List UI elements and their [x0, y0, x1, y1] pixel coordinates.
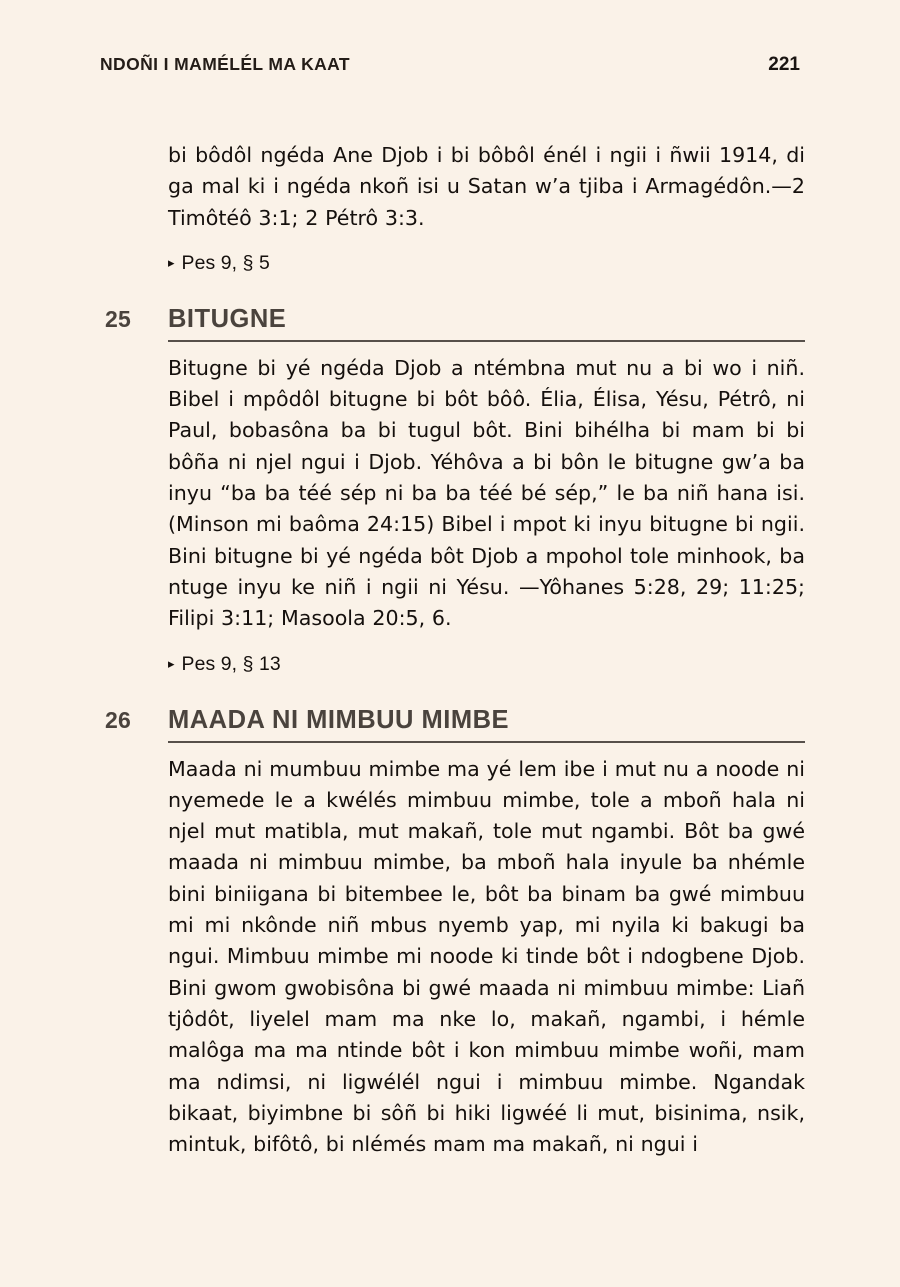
section-heading-wrap: [168, 703, 805, 743]
section-26: [105, 677, 805, 1161]
section-paragraph: Maada ni mumbuu mimbe ma yé lem ibe i mut nu a noode ni nyemede le a kwélés mimbuu mimbe, tole a mboñ hala ni njel mut matibla, mut makañ, tole mut ngambi. Bôt ba gwé maada ni mimbuu mimbe, ba mboñ hala inyule ba nhémle bini biniigana bi bitembee le, bôt ba binam ba gwé mimbuu mi mi nkônde niñ mbus nyemb yap, mi nyila ki bakugi ba ngui. Mimbuu mimbe mi noode ki tinde bôt i ndogbene Djob. Bini gwom gwobisôna bi gwé maada ni mimbuu mimbe: Liañ tjôdôt, liyelel mam ma nke lo, makañ, ngambi, i hémle malôga ma ma ntinde bôt i kon mimbuu mimbe woñi, mam ma ndimsi, ni ligwélél ngui i mimbuu mimbe. Ngandak bikaat, biyimbne bi sôñ bi hiki ligwéé li mut, bisinima, nsik, mintuk, bifôtô, bi nlémés mam ma makañ, ni ngui i: [168, 756, 805, 1157]
section-heading-wrap: [168, 302, 805, 342]
section-number: 25: [105, 305, 131, 332]
continued-paragraph-block: [168, 140, 805, 234]
section-25: [105, 276, 805, 635]
page-number: 221: [768, 54, 800, 75]
running-head: [100, 54, 800, 76]
section-body-block: [168, 743, 805, 1161]
section-title: MAADA NI MIMBUU MIMBE: [168, 705, 510, 734]
cross-reference-item[interactable]: [168, 635, 805, 677]
page-content: [105, 140, 805, 1160]
triangle-bullet-icon: ▸: [168, 255, 175, 271]
section-body-block: [168, 342, 805, 635]
cross-reference-label: Pes 9, § 13: [181, 652, 281, 675]
continued-paragraph: bi bôdôl ngéda Ane Djob i bi bôbôl énél i ngii i ñwii 1914, di ga mal ki i ngéda nkoñ isi u Satan w’a tjiba i Armagédôn.—2 Timôtéô 3:1; 2 Pétrô 3:3.: [168, 143, 805, 230]
section-number: 26: [105, 706, 131, 733]
section-heading-row: [105, 703, 805, 743]
running-head-title: NDOÑI I MAMÉLÉL MA KAAT: [100, 54, 350, 74]
section-divider: [168, 741, 805, 743]
cross-reference-item[interactable]: [168, 234, 805, 276]
cross-reference-label: Pes 9, § 5: [181, 251, 270, 274]
section-heading-row: [105, 302, 805, 342]
section-paragraph: Bitugne bi yé ngéda Djob a ntémbna mut nu a bi wo i niñ. Bibel i mpôdôl bitugne bi bôt bôô. Élia, Élisa, Yésu, Pétrô, ni Paul, bobasôna ba bi tugul bôt. Bini bihélha bi mam bi bi bôña ni njel ngui i Djob. Yéhôva a bi bôn le bitugne gw’a ba inyu “ba ba téé sép ni ba ba téé bé sép,” le ba niñ hana isi. (Minson mi baôma 24:15) Bibel i mpot ki inyu bitugne bi ngii. Bini bitugne bi yé ngéda bôt Djob a mpohol tole minhook, ba ntuge inyu ke niñ i ngii ni Yésu. —Yôhanes 5:28, 29; 11:25; Filipi 3:11; Masoola 20:5, 6.: [168, 355, 805, 631]
section-title: BITUGNE: [168, 304, 287, 333]
triangle-bullet-icon: ▸: [168, 656, 175, 672]
section-divider: [168, 340, 805, 342]
